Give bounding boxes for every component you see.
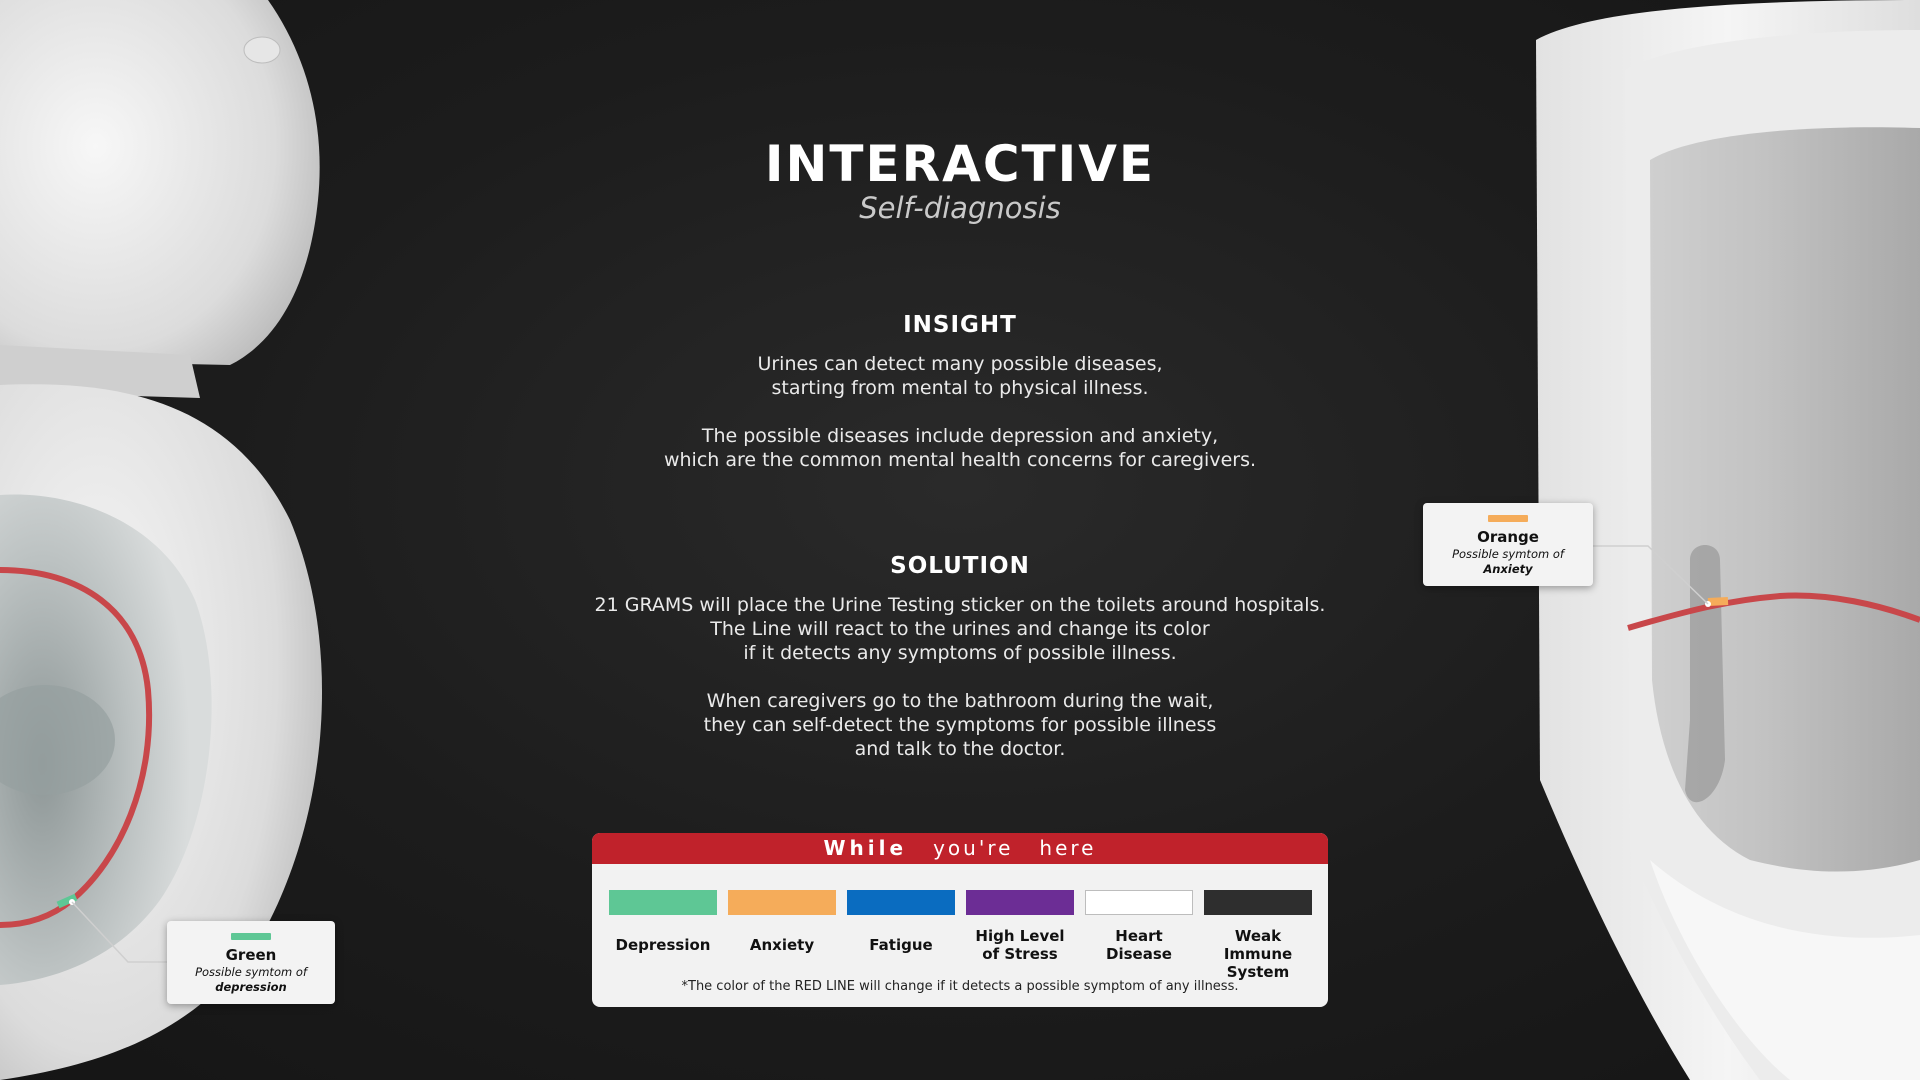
solution-p1-line: The Line will react to the urines and change its color [710, 618, 1210, 640]
legend-item [1204, 890, 1312, 981]
callout-green [167, 921, 335, 1004]
legend-label [847, 936, 955, 954]
insight-paragraph-1 [560, 352, 1360, 400]
legend-label [728, 936, 836, 954]
legend-item [728, 890, 836, 954]
legend-item [847, 890, 955, 954]
legend-swatch [609, 890, 717, 915]
legend-swatch [847, 890, 955, 915]
legend-label [966, 927, 1074, 963]
callout-orange-desc: Possible symtom of [1452, 547, 1564, 561]
legend-swatch [1204, 890, 1312, 915]
solution-heading: SOLUTION [890, 553, 1030, 579]
legend-label [609, 936, 717, 954]
solution-p1-line: 21 GRAMS will place the Urine Testing sticker on the toilets around hospitals. [594, 594, 1326, 616]
solution-p1-line: if it detects any symptoms of possible illness. [743, 642, 1177, 664]
insight-heading: INSIGHT [903, 312, 1017, 338]
insight-p1-line: starting from mental to physical illness. [771, 377, 1149, 399]
legend-label-line: Weak Immune [1223, 927, 1293, 963]
page-title: INTERACTIVE [764, 135, 1156, 193]
callout-orange-name: Orange [1477, 528, 1539, 546]
legend-swatch [728, 890, 836, 915]
insight-p2-line: The possible diseases include depression and anxiety, [701, 425, 1219, 447]
legend-header-word: you're [933, 836, 1014, 860]
solution-p2-line: they can self-detect the symptoms for possible illness [703, 714, 1217, 736]
solution-paragraph-2 [560, 689, 1360, 761]
toilet-image [0, 0, 340, 1080]
solution-p2-line: When caregivers go to the bathroom during the wait, [706, 690, 1214, 712]
callout-green-name: Green [225, 946, 277, 964]
callout-orange-symptom: Anxiety [1483, 562, 1533, 576]
callout-green-symptom: depression [215, 980, 287, 994]
legend-header-word: While [823, 836, 908, 860]
legend-swatch [1085, 890, 1193, 915]
solution-p2-line: and talk to the doctor. [854, 738, 1066, 760]
legend-label [1204, 927, 1312, 981]
callout-orange [1423, 503, 1593, 586]
legend-label-line: of Stress [982, 945, 1058, 963]
legend-swatch [966, 890, 1074, 915]
solution-paragraph-1 [560, 593, 1360, 665]
color-legend-card [592, 833, 1328, 1007]
legend-label-line: High Level [975, 927, 1065, 945]
insight-p2-line: which are the common mental health concerns for caregivers. [663, 449, 1257, 471]
page-subtitle: Self-diagnosis [859, 191, 1061, 225]
legend-label-line: Disease [1106, 945, 1172, 963]
legend-header-word: here [1039, 836, 1097, 860]
insight-p1-line: Urines can detect many possible diseases, [757, 353, 1163, 375]
legend-header [592, 833, 1328, 864]
legend-label-line: Heart [1115, 927, 1163, 945]
legend-label [1085, 927, 1193, 963]
legend-item [1085, 890, 1193, 963]
legend-label-line: Depression [615, 936, 711, 954]
legend-items [609, 890, 1313, 981]
callout-green-desc: Possible symtom of [195, 965, 307, 979]
orange-swatch [1488, 515, 1528, 522]
green-swatch [231, 933, 271, 940]
legend-label-line: Anxiety [749, 936, 815, 954]
insight-paragraph-2 [560, 424, 1360, 472]
legend-note: *The color of the RED LINE will change if it detects a possible symptom of any illness. [681, 979, 1239, 994]
legend-label-line: Fatigue [869, 936, 933, 954]
legend-label-line: System [1226, 963, 1290, 981]
legend-item [609, 890, 717, 954]
legend-item [966, 890, 1074, 963]
